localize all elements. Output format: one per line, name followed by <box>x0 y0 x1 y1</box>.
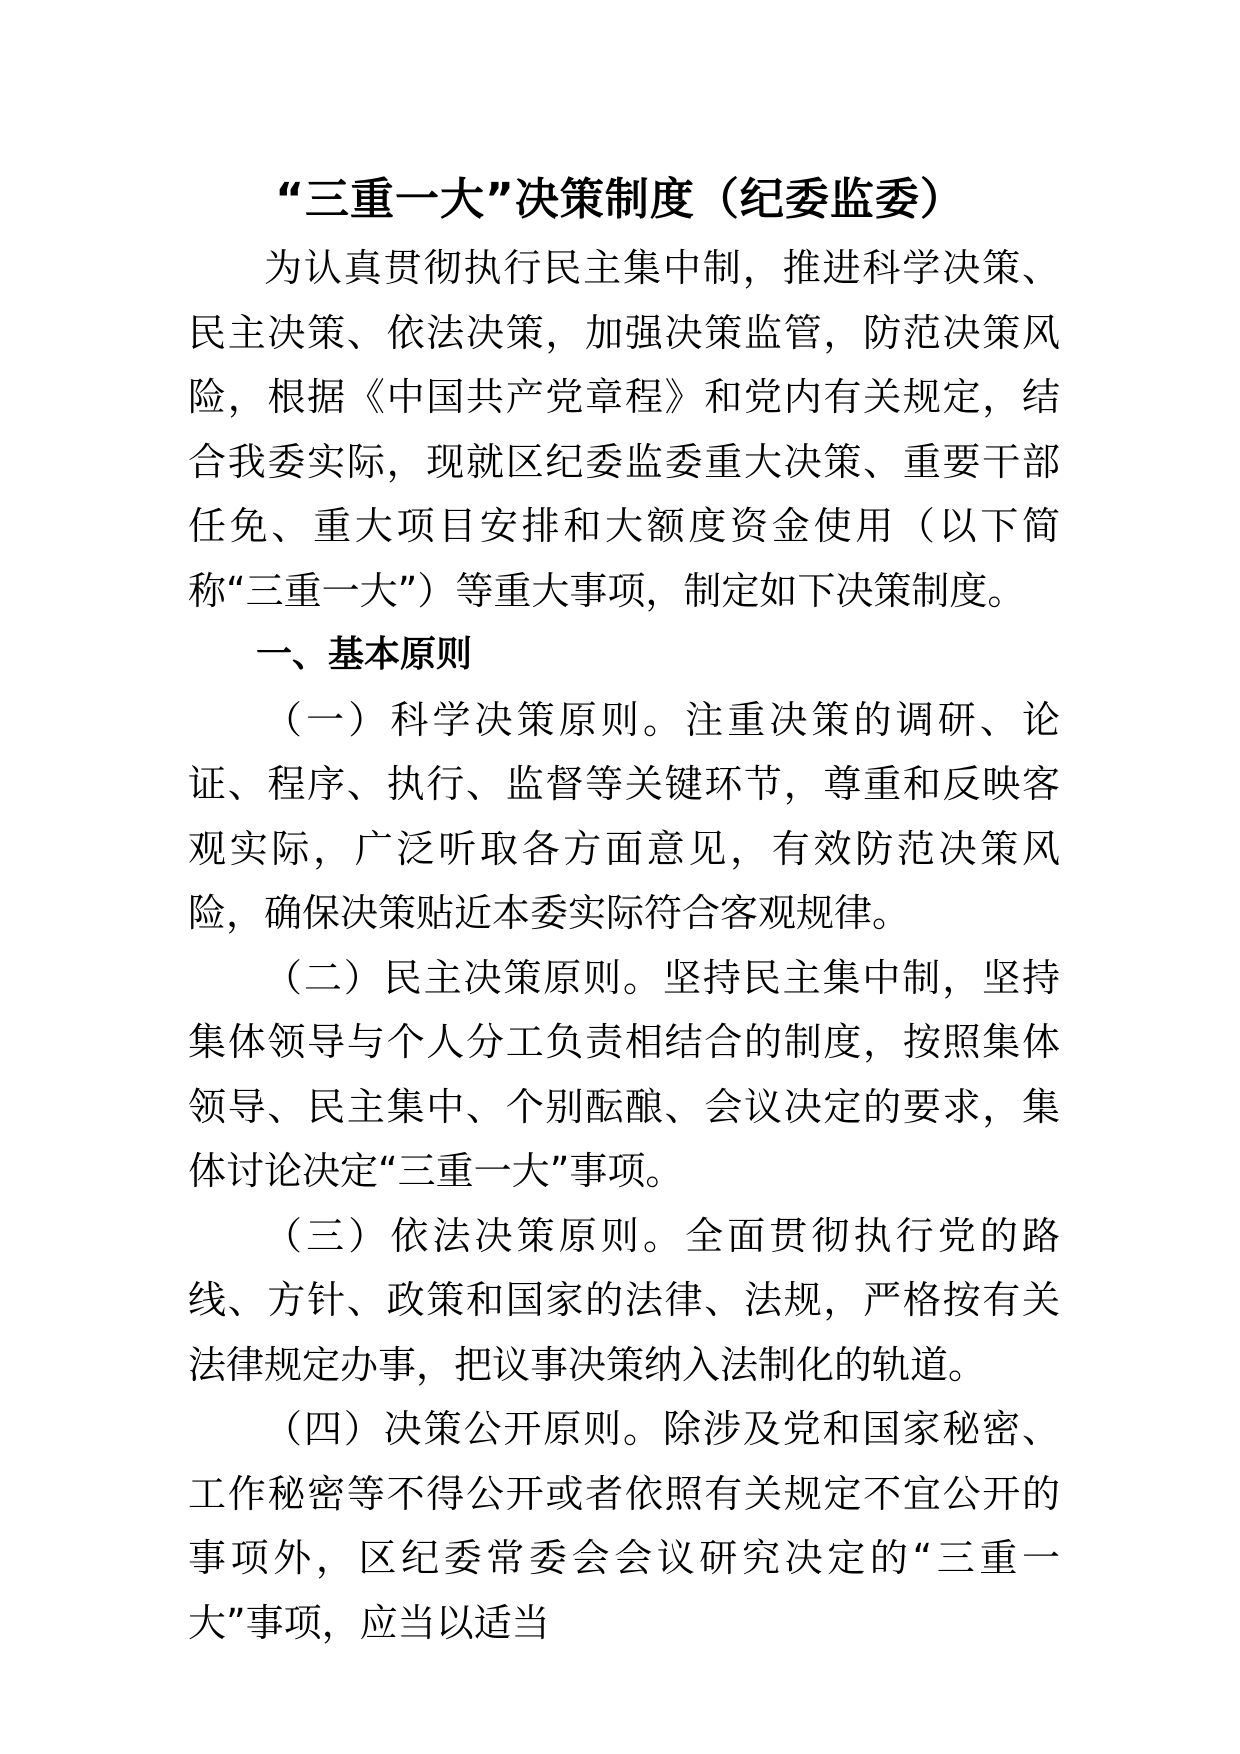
principle-lawful-decision: （三）依法决策原则。全面贯彻执行党的路线、方针、政策和国家的法律、法规，严格按有关法律规定办事，把议事决策纳入法制化的轨道。 <box>188 1213 1060 1387</box>
document-title: “三重一大”决策制度（纪委监委） <box>275 174 965 225</box>
intro-paragraph: 为认真贯彻执行民主集中制，推进科学决策、民主决策、依法决策，加强决策监管，防范决策风险，根据《中国共产党章程》和党内有关规定，结合我委实际，现就区纪委监委重大决策、重要干部任免、重大项目安排和大额度资金使用（以下简称“三重一大”）等重大事项，制定如下决策制度。 <box>188 246 1060 613</box>
principle-open-decision: （四）决策公开原则。除涉及党和国家秘密、工作秘密等不得公开或者依照有关规定不宜公开的事项外，区纪委常委会会议研究决定的“三重一大”事项，应当以适当 <box>188 1407 1060 1645</box>
principle-democratic-decision: （二）民主决策原则。坚持民主集中制，坚持集体领导与个人分工负责相结合的制度，按照集体领导、民主集中、个别酝酿、会议决定的要求，集体讨论决定“三重一大”事项。 <box>188 955 1060 1193</box>
principle-scientific-decision: （一）科学决策原则。注重决策的调研、论证、程序、执行、监督等关键环节，尊重和反映客观实际，广泛听取各方面意见，有效防范决策风险，确保决策贴近本委实际符合客观规律。 <box>188 697 1060 935</box>
section-heading-basic-principles: 一、基本原则 <box>256 634 473 675</box>
document-body <box>188 236 1060 1655</box>
